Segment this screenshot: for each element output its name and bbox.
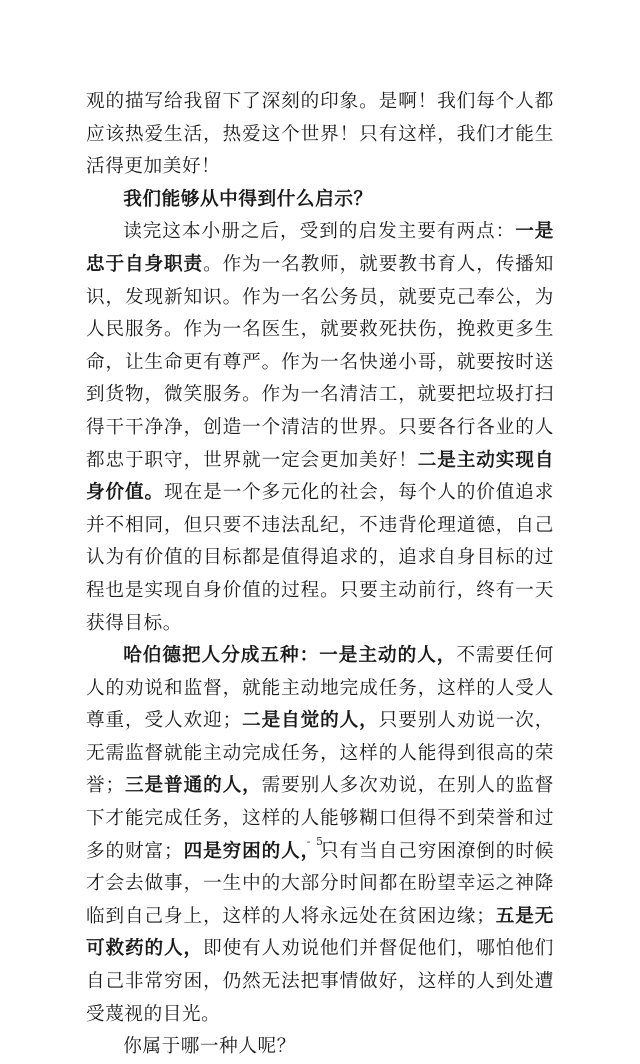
paragraph-question (86, 1031, 554, 1064)
heading-text: 我们能够从中得到什么启示？ (123, 188, 373, 210)
text-segment: 不需要任何人的劝说和监督，就能主动地完成任务，这样的人受人尊重，受人欢迎； (86, 645, 554, 732)
text-segment: 你属于哪一种人呢？ (123, 1036, 296, 1058)
body-text (86, 86, 554, 1064)
bold-point-two: 二是主动实现自身价值。 (86, 449, 555, 504)
text-segment: 现在是一个多元化的社会，每个人的价值追求并不相同，但只要不违法乱纪，不违背伦理道德，自己认为有价值的目标都是值得追求的，追求自身目标的过程也是实现自身价值的过程。只要主动前行，终有一天获得目标。 (86, 482, 554, 634)
text-segment: 读完这本小册之后，受到的启发主要有两点： (123, 221, 516, 243)
text-segment: 即使有人劝说他们并督促他们，哪怕他们自己非常穷困，仍然无法把事情做好，这样的人到处遭受蔑视的目光。 (86, 938, 554, 1025)
bold-type-four: 四是穷困的人， (183, 840, 321, 862)
text-segment: 只要别人劝说一次，无需监督就能主动完成任务，这样的人能得到很高的荣誉； (86, 710, 554, 797)
bold-type-five: 五是无可救药的人， (86, 905, 554, 960)
bold-type-one: 哈伯德把人分成五种：一是主动的人， (123, 645, 457, 667)
paragraph-continuation (86, 86, 554, 184)
text-segment: 观的描写给我留下了深刻的印象。是啊！我们每个人都应该热爱生活，热爱这个世界！只有这样，我们才能生活得更加美好！ (86, 91, 554, 178)
page-number: - 5 - (306, 835, 334, 848)
bold-point-one: 一是忠于自身职责 (86, 221, 554, 275)
bold-type-two: 二是自觉的人， (241, 710, 379, 732)
section-heading (86, 184, 554, 217)
text-segment: 。作为一名教师，就要教书育人，传播知识，发现新知识。作为一名公务员，就要克己奉公，为人民服务。作为一名医生，就要救死扶伤，挽救更多生命，让生命更有尊严。作为一名快递小哥，就要按时送到货物，微笑服务。作为一名清洁工，就要把垃圾打扫得干干净净，创造一个清洁的世界。只要各行各业的人都忠于职守，世界就一定会更加美好！ (86, 253, 554, 471)
bold-type-three: 三是普通的人， (124, 775, 262, 797)
paragraph-inspiration (86, 216, 554, 640)
text-segment: 需要别人多次劝说，在别人的监督下才能完成任务，这样的人能够糊口但得不到荣誉和过多的财富； (86, 775, 554, 862)
text-segment: 只有当自己穷困潦倒的时候才会去做事，一生中的大部分时间都在盼望幸运之神降临到自己身上，这样的人将永远处在贫困边缘； (86, 840, 554, 927)
